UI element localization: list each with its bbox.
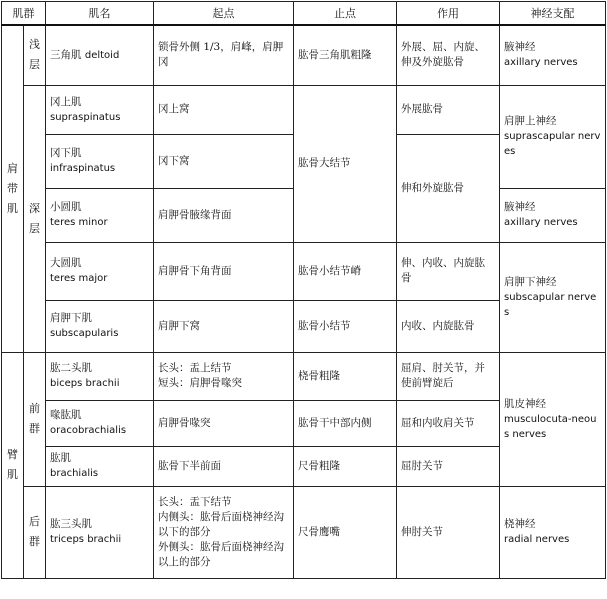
origin-cell: 肩胛骨腋缘背面: [154, 188, 294, 242]
insertion-cell: 肱骨小结节嵴: [294, 242, 397, 300]
table-row: [2, 85, 606, 134]
header-insertion: 止点: [294, 2, 397, 26]
muscle-name: 冈上肌 supraspinatus: [46, 85, 154, 134]
muscle-table: [1, 1, 606, 579]
group-shoulder: 肩带肌: [2, 25, 24, 352]
muscle-name: 肩胛下肌 subscapularis: [46, 300, 154, 352]
table-row: [2, 352, 606, 400]
table-row: [2, 242, 606, 300]
origin-cell: 肱骨下半前面: [154, 446, 294, 486]
action-cell: 屈肩、肘关节，并使前臂旋后: [397, 352, 500, 400]
nerve-cell: 肩胛上神经 suprascapular nerves: [500, 85, 606, 188]
muscle-name: 肱二头肌 biceps brachii: [46, 352, 154, 400]
action-cell: 外展、屈、内旋、伸及外旋肱骨: [397, 25, 500, 85]
action-cell: 屈和内收肩关节: [397, 400, 500, 446]
muscle-name: 肱肌 brachialis: [46, 446, 154, 486]
muscle-name: 肱三头肌 triceps brachii: [46, 486, 154, 578]
muscle-name: 喙肱肌 oracobrachialis: [46, 400, 154, 446]
header-origin: 起点: [154, 2, 294, 26]
subgroup-superficial: 浅层: [24, 25, 46, 85]
table-row: [2, 486, 606, 578]
insertion-cell: 肱骨三角肌粗隆: [294, 25, 397, 85]
origin-cell: 长头：盂下结节 内侧头：肱骨后面桡神经沟以下的部分 外侧头：肱骨后面桡神经沟以上的部分: [154, 486, 294, 578]
action-cell: 伸、内收、内旋肱骨: [397, 242, 500, 300]
origin-cell: 肩胛骨喙突: [154, 400, 294, 446]
action-cell: 伸和外旋肱骨: [397, 134, 500, 242]
insertion-cell: 肱骨小结节: [294, 300, 397, 352]
action-cell: 屈肘关节: [397, 446, 500, 486]
insertion-cell: 肱骨干中部内侧: [294, 400, 397, 446]
muscle-name: 三角肌 deltoid: [46, 25, 154, 85]
nerve-cell: 肌皮神经 musculocuta-neous nerves: [500, 352, 606, 486]
header-action: 作用: [397, 2, 500, 26]
muscle-name: 冈下肌 infraspinatus: [46, 134, 154, 188]
insertion-cell: 肱骨大结节: [294, 85, 397, 242]
subgroup-posterior: 后群: [24, 486, 46, 578]
header-row: [2, 2, 606, 26]
origin-cell: 冈上窝: [154, 85, 294, 134]
origin-cell: 长头：盂上结节 短头：肩胛骨喙突: [154, 352, 294, 400]
muscle-name: 大圆肌 teres major: [46, 242, 154, 300]
action-cell: 伸肘关节: [397, 486, 500, 578]
insertion-cell: 尺骨鹰嘴: [294, 486, 397, 578]
nerve-cell: 桡神经 radial nerves: [500, 486, 606, 578]
group-arm: 臂肌: [2, 352, 24, 578]
insertion-cell: 尺骨粗隆: [294, 446, 397, 486]
table-row: [2, 25, 606, 85]
action-cell: 内收、内旋肱骨: [397, 300, 500, 352]
origin-cell: 肩胛骨下角背面: [154, 242, 294, 300]
origin-cell: 锁骨外侧 1/3，肩峰，肩胛冈: [154, 25, 294, 85]
subgroup-anterior: 前群: [24, 352, 46, 486]
header-group: 肌群: [2, 2, 46, 26]
muscle-name: 小圆肌 teres minor: [46, 188, 154, 242]
nerve-cell: 肩胛下神经 subscapular nerves: [500, 242, 606, 352]
subgroup-deep: 深层: [24, 85, 46, 352]
action-cell: 外展肱骨: [397, 85, 500, 134]
origin-cell: 肩胛下窝: [154, 300, 294, 352]
nerve-cell: 腋神经 axillary nerves: [500, 25, 606, 85]
header-name: 肌名: [46, 2, 154, 26]
origin-cell: 冈下窝: [154, 134, 294, 188]
insertion-cell: 桡骨粗隆: [294, 352, 397, 400]
header-nerve: 神经支配: [500, 2, 606, 26]
nerve-cell: 腋神经 axillary nerves: [500, 188, 606, 242]
